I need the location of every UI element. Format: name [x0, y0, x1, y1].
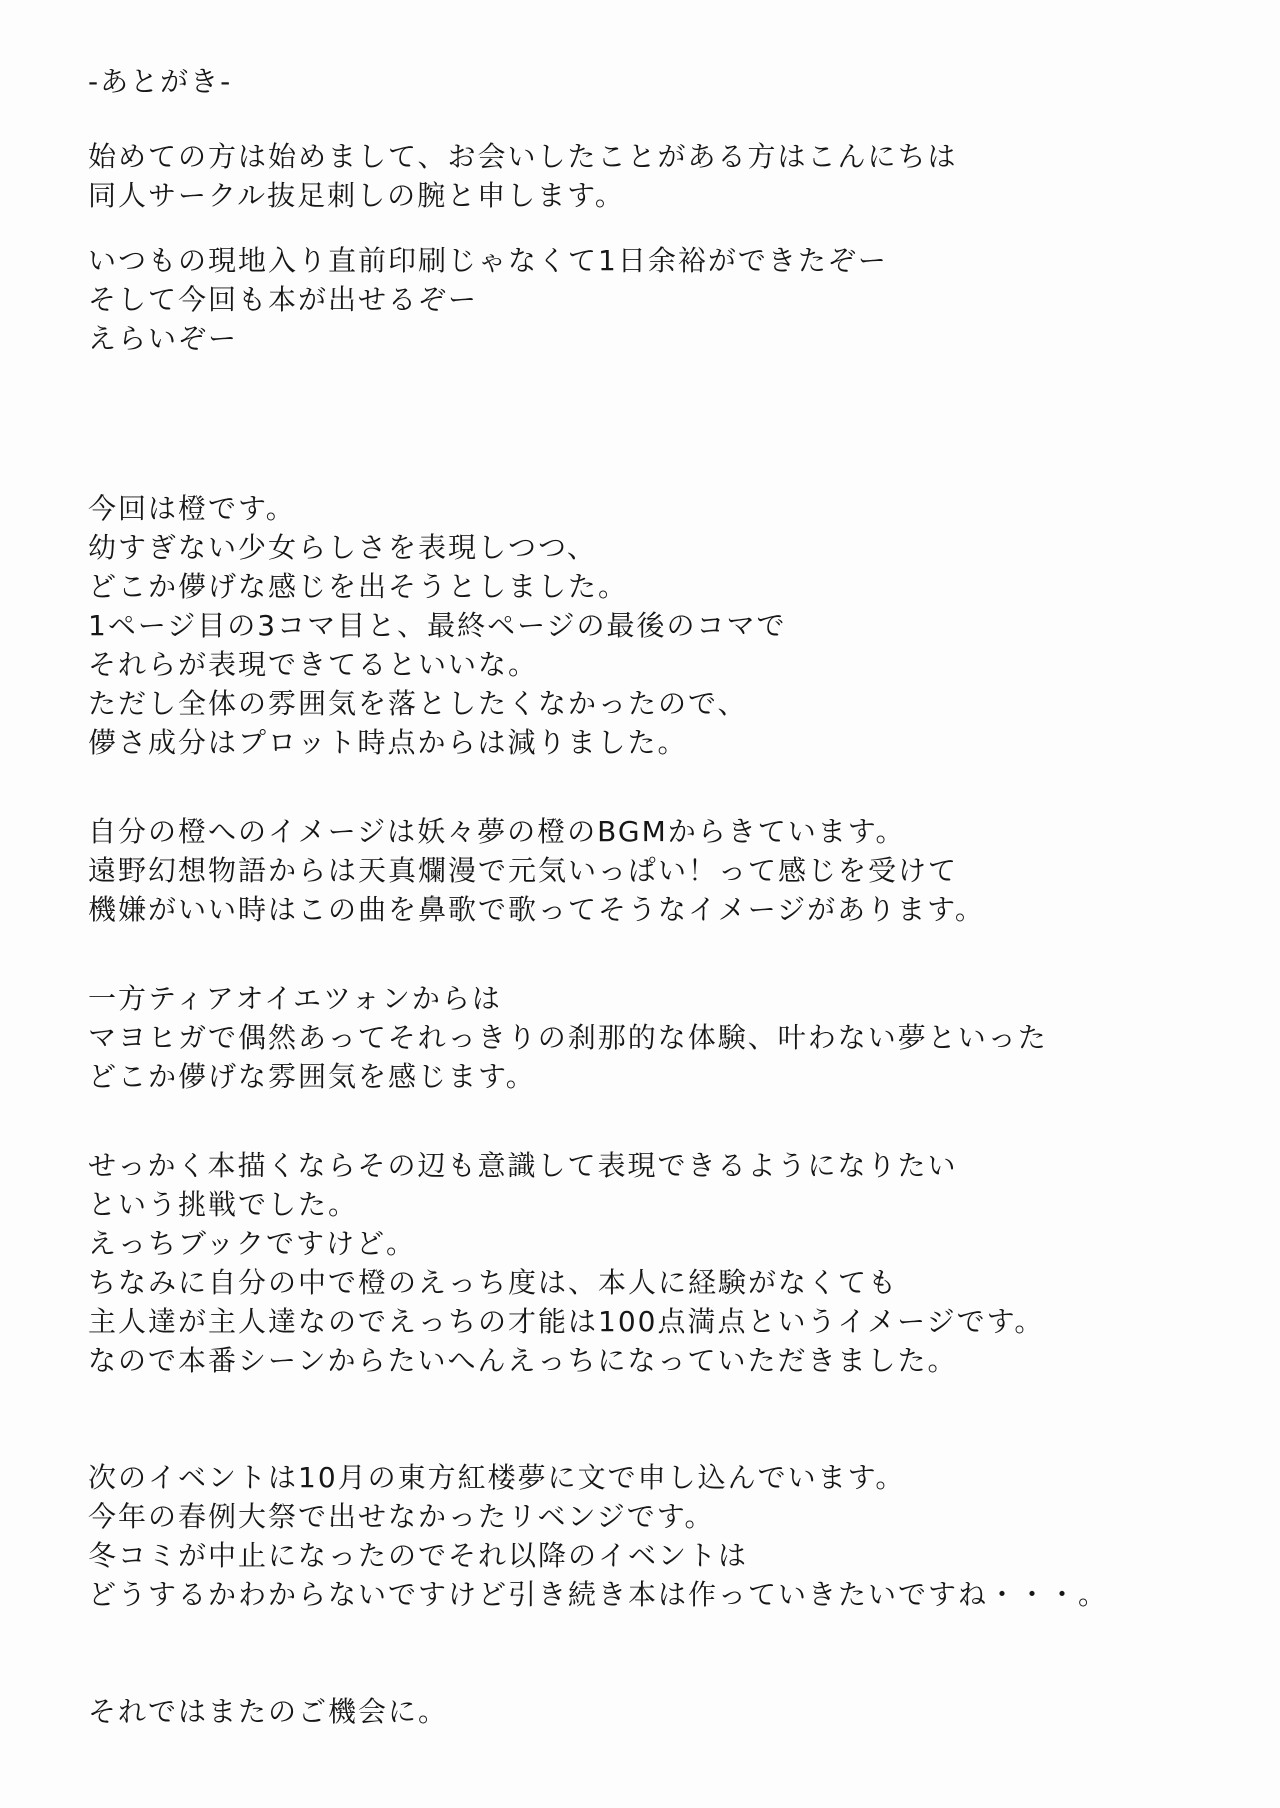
afterword-body — [88, 137, 1230, 1731]
text-line: えっちブックですけど。 — [88, 1227, 417, 1260]
paragraph — [88, 489, 1230, 762]
text-line: それではまたのご機会に。 — [88, 1695, 449, 1728]
text-line: ちなみに自分の中で橙のえっち度は、本人に経験がなくても — [88, 1266, 899, 1299]
text-line: えらいぞー — [88, 322, 239, 355]
text-line: 今年の春例大祭で出せなかったリベンジです。 — [88, 1500, 715, 1533]
text-line: 始めての方は始めまして、お会いしたことがある方はこんにちは — [88, 140, 958, 173]
text-line: 同人サークル抜足刺しの腕と申します。 — [88, 179, 625, 212]
text-line: そして今回も本が出せるぞー — [88, 283, 479, 316]
text-line: 儚さ成分はプロット時点からは減りました。 — [88, 726, 688, 759]
text-line: マヨヒガで偶然あってそれっきりの刹那的な体験、叶わない夢といった — [88, 1021, 1048, 1054]
paragraph — [88, 1146, 1230, 1380]
text-line: 一方ティアオイエツォンからは — [88, 982, 502, 1015]
text-line: 主人達が主人達なのでえっちの才能は100点満点というイメージです。 — [88, 1305, 1045, 1338]
text-line: どうするかわからないですけど引き続き本は作っていきたいですね・・・。 — [88, 1578, 1109, 1611]
text-line: どこか儚げな雰囲気を感じます。 — [88, 1060, 536, 1093]
paragraph — [88, 1458, 1230, 1614]
afterword-title: -あとがき- — [88, 65, 233, 98]
text-line: という挑戦でした。 — [88, 1188, 359, 1221]
text-line: せっかく本描くならその辺も意識して表現できるようになりたい — [88, 1149, 958, 1182]
text-line: 幼すぎない少女らしさを表現しつつ、 — [88, 531, 597, 564]
text-line: どこか儚げな感じを出そうとしました。 — [88, 570, 629, 603]
text-line: ただし全体の雰囲気を落としたくなかったので、 — [88, 687, 748, 720]
paragraph — [88, 979, 1230, 1096]
text-line: 1ページ目の3コマ目と、最終ページの最後のコマで — [88, 609, 787, 642]
text-line: いつもの現地入り直前印刷じゃなくて1日余裕ができたぞー — [88, 244, 888, 277]
paragraph — [88, 812, 1230, 929]
text-line: 今回は橙です。 — [88, 492, 296, 525]
paragraph — [88, 1692, 1230, 1731]
text-line: 冬コミが中止になったのでそれ以降のイベントは — [88, 1539, 749, 1572]
text-line: 遠野幻想物語からは天真爛漫で元気いっぱい！って感じを受けて — [88, 854, 959, 887]
text-line: 機嫌がいい時はこの曲を鼻歌で歌ってそうなイメージがあります。 — [88, 893, 985, 926]
text-line: 自分の橙へのイメージは妖々夢の橙のBGMからきています。 — [88, 815, 906, 848]
paragraph — [88, 241, 1230, 358]
text-line: それらが表現できてるといいな。 — [88, 648, 539, 681]
text-line: なので本番シーンからたいへんえっちになっていただきました。 — [88, 1344, 958, 1377]
text-line: 次のイベントは10月の東方紅楼夢に文で申し込んでいます。 — [88, 1461, 906, 1494]
paragraph — [88, 137, 1230, 215]
